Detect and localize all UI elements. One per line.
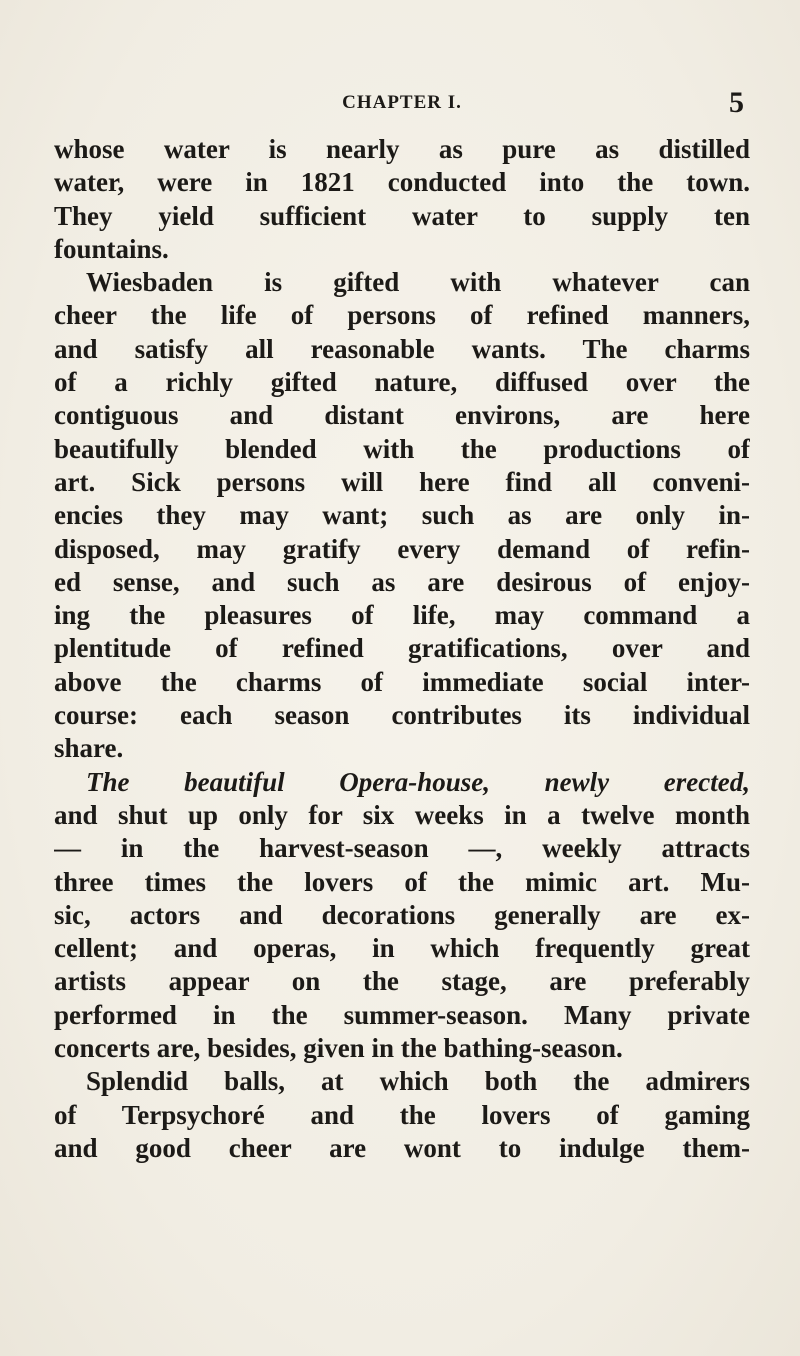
text-line: and good cheer are wont to indulge them-: [54, 1132, 750, 1163]
text-line: sic, actors and decorations generally are ex-: [54, 899, 750, 930]
text-line: whose water is nearly as pure as distilled: [54, 134, 750, 164]
text-line: above the charms of immediate social inter-: [54, 666, 750, 697]
text-line: plentitude of refined gratifications, over and: [54, 633, 750, 664]
text-line: three times the lovers of the mimic art. Mu-: [54, 866, 750, 897]
text-line: fountains.: [54, 233, 169, 264]
page-number: 5: [729, 86, 744, 119]
text-line: of Terpsychoré and the lovers of gaming: [54, 1099, 750, 1130]
text-line: artists appear on the stage, are preferably: [54, 966, 750, 997]
chapter-heading: CHAPTER I.: [342, 92, 462, 113]
text-line: beautifully blended with the productions of: [54, 433, 750, 464]
running-head: [54, 86, 750, 126]
text-line: course: each season contributes its individual: [54, 700, 750, 731]
text-line: cellent; and operas, in which frequently great: [54, 933, 750, 964]
text-line: and satisfy all reasonable wants. The charms: [54, 333, 750, 364]
text-line: and shut up only for six weeks in a twelve month: [54, 799, 750, 830]
text-line: performed in the summer-season. Many private: [54, 999, 750, 1030]
text-line: art. Sick persons will here find all conveni-: [54, 466, 750, 497]
text-line: contiguous and distant environs, are here: [54, 400, 750, 431]
text-line: ing the pleasures of life, may command a: [54, 600, 750, 631]
text-line: — in the harvest-season —, weekly attracts: [54, 833, 750, 864]
text-line: ed sense, and such as are desirous of enjoy-: [54, 566, 750, 597]
text-line: water, were in 1821 conducted into the town.: [54, 167, 750, 198]
text-line: They yield sufficient water to supply ten: [54, 200, 750, 231]
text-line: share.: [54, 733, 124, 764]
text-line: The beautiful Opera-house, newly erected,: [86, 766, 750, 797]
text-line: encies they may want; such as are only in-: [54, 500, 750, 531]
text-line: of a richly gifted nature, diffused over the: [54, 367, 750, 398]
body-text: [54, 133, 750, 1165]
text-line: cheer the life of persons of refined manners,: [54, 300, 750, 331]
text-line: Splendid balls, at which both the admirers: [86, 1066, 750, 1097]
text-line: concerts are, besides, given in the bathing-season.: [54, 1033, 623, 1064]
text-line: disposed, may gratify every demand of refin-: [54, 533, 750, 564]
text-line: Wiesbaden is gifted with whatever can: [86, 267, 750, 298]
